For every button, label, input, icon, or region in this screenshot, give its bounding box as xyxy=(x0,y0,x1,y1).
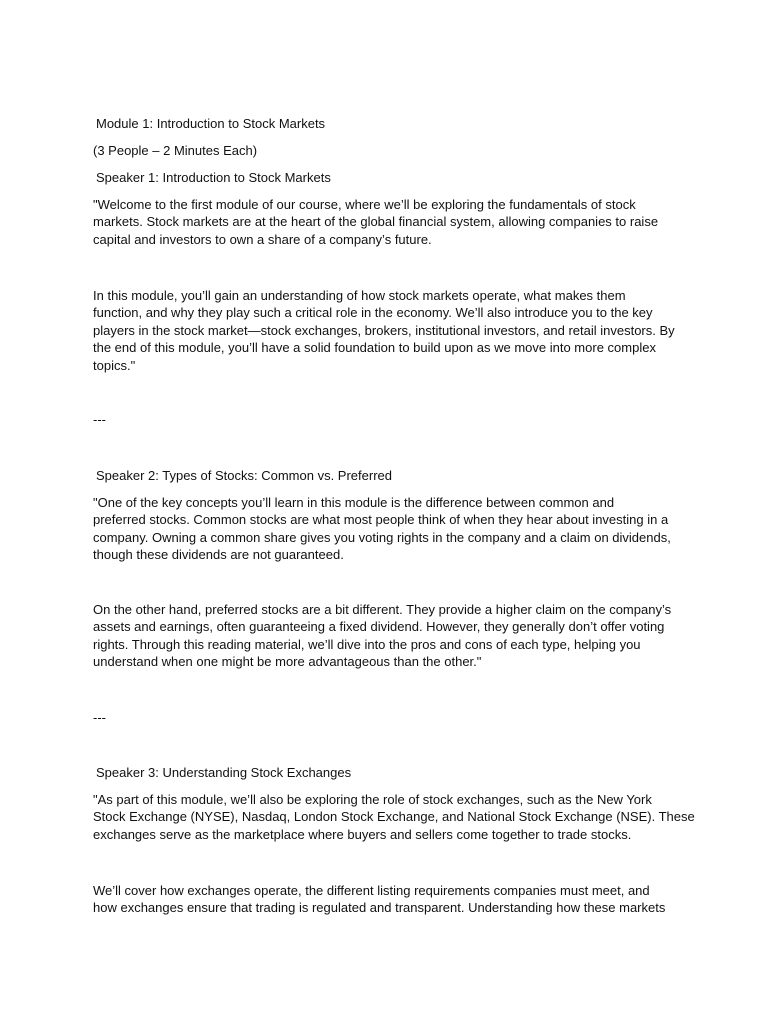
paragraph-line: though these dividends are not guaranteed. xyxy=(93,547,344,563)
section-heading: Speaker 2: Types of Stocks: Common vs. Preferred xyxy=(96,468,392,483)
section-heading: Speaker 1: Introduction to Stock Markets xyxy=(96,170,331,185)
paragraph-line: We’ll cover how exchanges operate, the different listing requirements companies must meet, and xyxy=(93,883,650,898)
paragraph-line: topics." xyxy=(93,357,136,373)
format-note: (3 People – 2 Minutes Each) xyxy=(93,143,258,158)
section-heading: Speaker 3: Understanding Stock Exchanges xyxy=(96,765,352,780)
paragraph xyxy=(93,791,695,843)
paragraph xyxy=(93,196,683,248)
paragraph-line: Stock Exchange (NYSE), Nasdaq, London Stock Exchange, and National Stock Exchange (NSE). These xyxy=(93,809,695,825)
paragraph-line: On the other hand, preferred stocks are a bit different. They provide a higher claim on the company’s xyxy=(93,602,672,617)
section-separator: --- xyxy=(93,412,106,427)
paragraph xyxy=(93,287,683,374)
paragraph-line: markets. Stock markets are at the heart of the global financial system, allowing companies to raise xyxy=(93,214,659,230)
paragraph xyxy=(93,494,683,564)
paragraph-line: assets and earnings, often guaranteeing a fixed dividend. However, they generally don’t offer voting xyxy=(93,619,665,635)
paragraph-line: exchanges serve as the marketplace where buyers and sellers come together to trade stocks. xyxy=(93,826,632,842)
paragraph-line: understand when one might be more advantageous than the other." xyxy=(93,654,482,670)
paragraph-line: company. Owning a common share gives you voting rights in the company and a claim on dividends, xyxy=(93,529,671,545)
paragraph-line: capital and investors to own a share of a company’s future. xyxy=(93,231,432,247)
paragraph xyxy=(93,601,683,671)
paragraph-line: how exchanges ensure that trading is regulated and transparent. Understanding how these markets xyxy=(93,900,666,916)
paragraph-line: rights. Through this reading material, we’ll dive into the pros and cons of each type, helping you xyxy=(93,636,641,652)
section-separator: --- xyxy=(93,710,106,725)
paragraph-line: "Welcome to the first module of our course, where we’ll be exploring the fundamentals of stock xyxy=(93,197,636,212)
paragraph-line: preferred stocks. Common stocks are what most people think of when they hear about investing in a xyxy=(93,512,669,528)
paragraph-line: the end of this module, you’ll have a solid foundation to build upon as we move into more complex xyxy=(93,340,656,356)
paragraph-line: players in the stock market—stock exchanges, brokers, institutional investors, and retail investors. By xyxy=(93,322,675,338)
paragraph-line: In this module, you’ll gain an understanding of how stock markets operate, what makes them xyxy=(93,288,626,303)
paragraph-line: "As part of this module, we’ll also be exploring the role of stock exchanges, such as the New York xyxy=(93,792,652,807)
module-title: Module 1: Introduction to Stock Markets xyxy=(96,116,326,131)
paragraph xyxy=(93,882,683,917)
paragraph-line: function, and why they play such a critical role in the economy. We’ll also introduce you to the key xyxy=(93,305,653,321)
paragraph-line: "One of the key concepts you’ll learn in this module is the difference between common and xyxy=(93,495,615,510)
